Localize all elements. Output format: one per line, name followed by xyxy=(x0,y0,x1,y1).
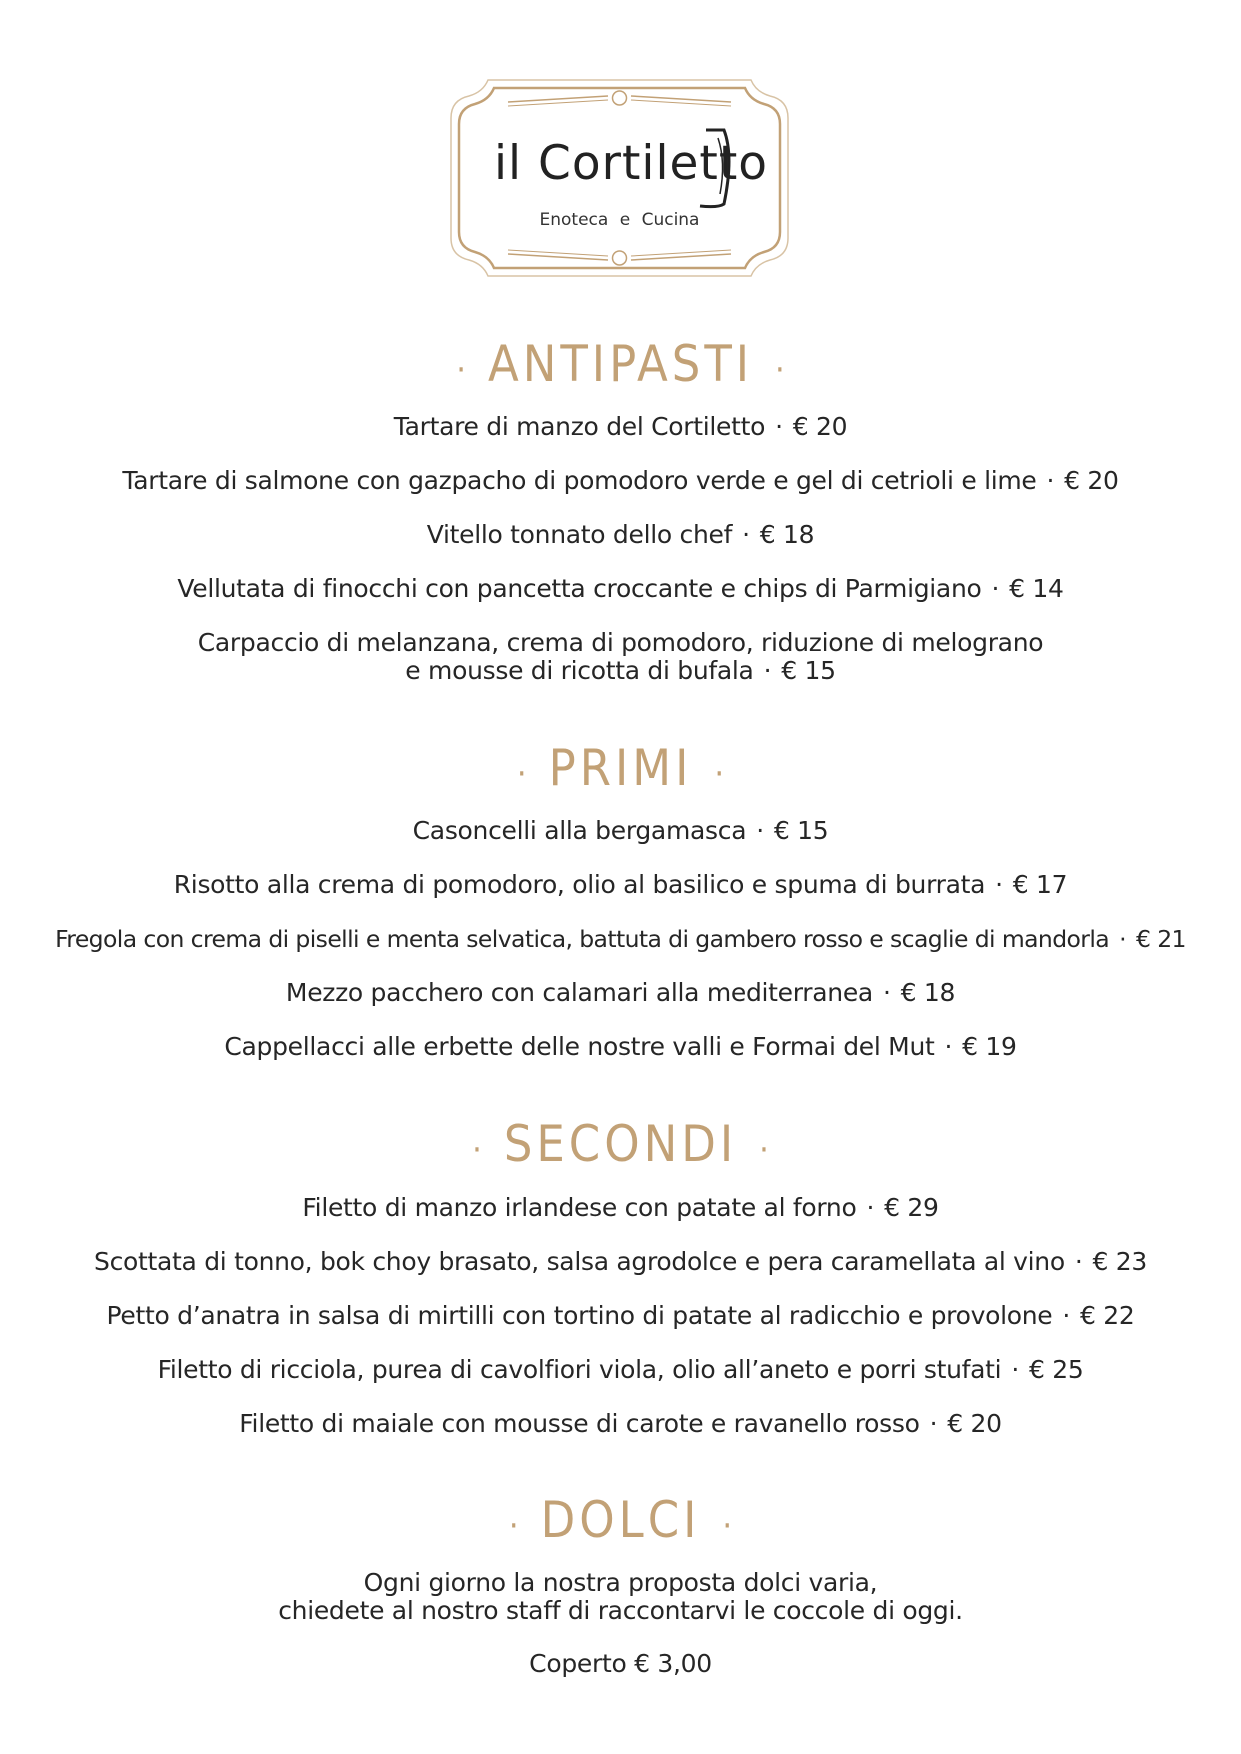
dish-price: € 25 xyxy=(1028,1355,1084,1384)
section-title-text: SECONDI xyxy=(503,1115,738,1173)
title-dot: · xyxy=(759,1130,769,1170)
price-separator: · xyxy=(742,520,750,549)
price-separator: · xyxy=(756,816,764,845)
price-separator: · xyxy=(1011,1355,1019,1384)
section-title-dolci xyxy=(0,1490,1241,1550)
dish-name: Fregola con crema di piselli e menta selvatica, battuta di gambero rosso e scaglie di mandorla xyxy=(55,925,1110,953)
coperto-charge: Coperto € 3,00 xyxy=(529,1649,712,1678)
menu-item xyxy=(0,1033,1241,1061)
dolci-note-line: Ogni giorno la nostra proposta dolci varia, xyxy=(363,1568,878,1597)
title-dot: · xyxy=(714,754,725,794)
price-separator: · xyxy=(944,1032,953,1061)
menu-item xyxy=(0,979,1241,1007)
dish-name: Cappellacci alle erbette delle nostre valli e Formai del Mut xyxy=(224,1032,935,1061)
title-dot: · xyxy=(722,1506,733,1546)
menu-item xyxy=(0,575,1241,603)
dish-price: € 23 xyxy=(1092,1247,1147,1276)
price-separator: · xyxy=(1046,466,1055,495)
title-dot: · xyxy=(472,1130,482,1170)
dish-price: € 20 xyxy=(792,412,848,441)
dish-price: € 19 xyxy=(962,1032,1017,1061)
menu-item xyxy=(0,1410,1241,1438)
dish-name-continued: e mousse di ricotta di bufala xyxy=(405,656,754,685)
dish-price: € 22 xyxy=(1080,1301,1135,1330)
dish-name: Filetto di manzo irlandese con patate al forno xyxy=(302,1193,857,1222)
menu-item xyxy=(0,1194,1241,1222)
dish-name: Carpaccio di melanzana, crema di pomodoro, riduzione di melograno xyxy=(197,628,1044,657)
dish-price: € 29 xyxy=(884,1193,939,1222)
dish-price: € 15 xyxy=(773,816,829,845)
dish-price: € 18 xyxy=(900,978,956,1007)
title-dot: · xyxy=(508,1506,519,1546)
price-separator: · xyxy=(929,1409,938,1438)
dish-price: € 20 xyxy=(947,1409,1002,1438)
price-separator: · xyxy=(991,574,1000,603)
menu-item xyxy=(0,1248,1241,1276)
menu-item xyxy=(0,925,1241,953)
dish-name: Tartare di manzo del Cortiletto xyxy=(393,412,766,441)
dish-price: € 18 xyxy=(759,520,815,549)
dish-name: Mezzo pacchero con calamari alla mediterranea xyxy=(285,978,873,1007)
dish-price: € 17 xyxy=(1012,870,1068,899)
section-title-antipasti xyxy=(0,334,1241,394)
dolci-note-line: chiedete al nostro staff di raccontarvi le coccole di oggi. xyxy=(278,1596,963,1625)
section-title-text: DOLCI xyxy=(540,1491,701,1549)
section-title-primi xyxy=(0,738,1241,798)
section-title-secondi xyxy=(0,1114,1241,1174)
dish-name: Petto d’anatra in salsa di mirtilli con tortino di patate al radicchio e provolone xyxy=(106,1301,1053,1330)
price-separator: · xyxy=(1062,1301,1070,1330)
price-separator: · xyxy=(763,656,772,685)
dish-price: € 21 xyxy=(1135,925,1186,953)
price-separator: · xyxy=(775,412,783,441)
price-separator: · xyxy=(882,978,891,1007)
logo-subtitle: Enoteca e Cucina xyxy=(539,210,700,230)
menu-item xyxy=(0,629,1241,685)
restaurant-logo xyxy=(448,78,791,278)
price-separator: · xyxy=(995,870,1003,899)
menu-item xyxy=(0,413,1241,441)
dish-name: Filetto di ricciola, purea di cavolfiori viola, olio all’aneto e porri stufati xyxy=(157,1355,1002,1384)
price-separator: · xyxy=(1119,925,1126,953)
dish-name: Casoncelli alla bergamasca xyxy=(412,816,747,845)
menu-item xyxy=(0,817,1241,845)
dish-name: Risotto alla crema di pomodoro, olio al basilico e spuma di burrata xyxy=(173,870,986,899)
dish-name: Filetto di maiale con mousse di carote e ravanello rosso xyxy=(239,1409,920,1438)
menu-item xyxy=(0,521,1241,549)
menu-item xyxy=(0,1302,1241,1330)
section-title-text: ANTIPASTI xyxy=(487,335,754,393)
dolci-note xyxy=(0,1569,1241,1625)
dish-name: Vitello tonnato dello chef xyxy=(426,520,733,549)
title-dot: · xyxy=(775,350,785,390)
title-dot: · xyxy=(516,754,527,794)
menu-item xyxy=(0,871,1241,899)
price-separator: · xyxy=(866,1193,875,1222)
title-dot: · xyxy=(456,350,466,390)
dish-name: Vellutata di finocchi con pancetta croccante e chips di Parmigiano xyxy=(177,574,982,603)
dish-name: Tartare di salmone con gazpacho di pomodoro verde e gel di cetrioli e lime xyxy=(122,466,1037,495)
logo-name: il Cortiletto xyxy=(494,136,769,191)
menu-item xyxy=(0,1356,1241,1384)
menu-item xyxy=(0,467,1241,495)
dish-price: € 20 xyxy=(1064,466,1119,495)
dish-price: € 14 xyxy=(1009,574,1064,603)
dish-price: € 15 xyxy=(781,656,836,685)
dish-name: Scottata di tonno, bok choy brasato, salsa agrodolce e pera caramellata al vino xyxy=(94,1247,1065,1276)
price-separator: · xyxy=(1074,1247,1083,1276)
section-title-text: PRIMI xyxy=(548,739,693,797)
